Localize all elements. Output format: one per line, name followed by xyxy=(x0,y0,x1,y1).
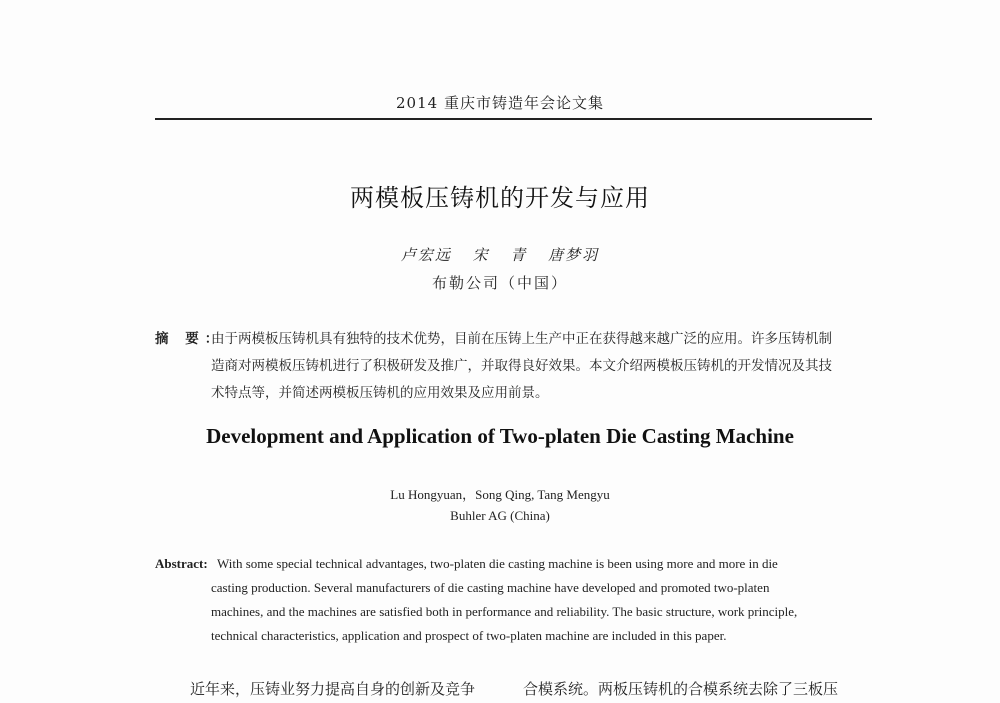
body-text-left-column: 近年来，压铸业努力提高自身的创新及竞争 xyxy=(190,680,476,698)
english-title: Development and Application of Two-platen Die Casting Machine xyxy=(206,424,794,448)
chinese-authors: 卢宏远 宋 青 唐梦羽 xyxy=(400,246,600,264)
chinese-abstract-line: 术特点等，并简述两模板压铸机的应用效果及应用前景。 xyxy=(211,385,549,401)
english-abstract-label: Abstract: xyxy=(155,556,208,571)
chinese-affiliation: 布勒公司（中国） xyxy=(431,274,568,292)
english-abstract-line: machines, and the machines are satisfied both in performance and reliability. The basic structure, work principle, xyxy=(211,604,798,619)
english-abstract-line: With some special technical advantages, two-platen die casting machine is been using more and more in die xyxy=(217,556,778,571)
header-rule xyxy=(155,118,872,120)
english-authors: Lu Hongyuan，Song Qing, Tang Mengyu xyxy=(390,487,610,502)
chinese-abstract-body xyxy=(211,326,875,407)
english-abstract xyxy=(155,552,875,648)
english-abstract-line: technical characteristics, application and prospect of two-platen machine are included in this paper. xyxy=(211,628,727,643)
chinese-abstract-line: 造商对两模板压铸机进行了积极研发及推广，并取得良好效果。本文介绍两模板压铸机的开发情况及其技 xyxy=(211,358,832,374)
chinese-abstract-label: 摘 要： xyxy=(155,331,225,347)
english-affiliation: Buhler AG (China) xyxy=(450,508,550,523)
chinese-abstract-line: 由于两模板压铸机具有独特的技术优势，目前在压铸上生产中正在获得越来越广泛的应用。许多压铸机制 xyxy=(211,331,832,347)
running-header: 2014 重庆市铸造年会论文集 xyxy=(396,94,604,112)
chinese-title: 两模板压铸机的开发与应用 xyxy=(350,184,650,212)
english-abstract-line: casting production. Several manufacturers of die casting machine have developed and promoted two-platen xyxy=(211,580,770,595)
chinese-abstract xyxy=(155,326,875,407)
body-text-right-column: 合模系统。两板压铸机的合模系统去除了三板压 xyxy=(523,680,839,698)
